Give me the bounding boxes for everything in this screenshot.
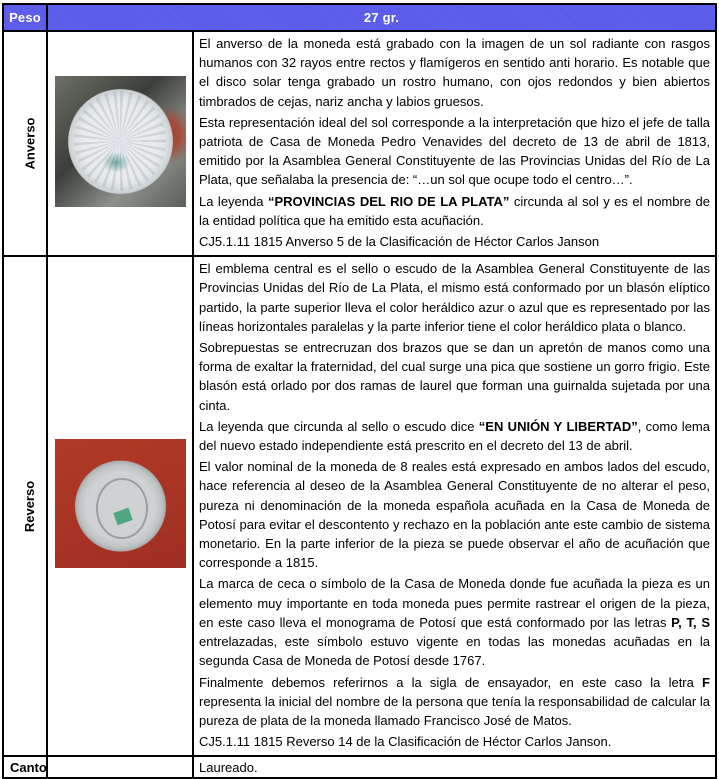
description-paragraph — [199, 338, 710, 415]
header-row — [3, 4, 716, 31]
paragraph-text: circunda al sol y es el nombre de la entidad política que ha emitido esta acuñación. — [199, 193, 710, 228]
anverso-image-cell — [47, 31, 193, 256]
paragraph-text: La leyenda que circunda al sello o escudo dice — [199, 418, 479, 434]
canto-row — [3, 756, 716, 778]
description-paragraph — [199, 457, 710, 572]
canto-empty-cell — [47, 756, 193, 778]
bold-text: P, T, S — [671, 614, 710, 630]
reverso-row — [3, 256, 716, 756]
paragraph-text: Finalmente debemos referirnos a la sigla de ensayador, en este caso la letra — [199, 674, 703, 690]
paragraph-text: , como lema del nuevo estado independiente está prescrito en el decreto del 13 de abril. — [199, 418, 710, 454]
reverso-paragraphs — [199, 259, 710, 751]
description-paragraph — [199, 574, 710, 670]
anverso-row — [3, 31, 716, 256]
paragraph-text: entrelazadas, este símbolo estuvo vigente en todas las monedas acuñadas en la segunda Casa de Moneda de Potosí desde 1767. — [199, 634, 710, 669]
reverso-description — [193, 256, 716, 756]
coin-reverse-image — [55, 439, 186, 568]
anverso-paragraphs — [199, 34, 710, 251]
reverso-label-cell — [3, 256, 47, 756]
canto-value: Laureado. — [193, 756, 716, 778]
coin-description-table — [2, 3, 717, 779]
paragraph-text: Esta representación ideal del sol corresponde a la interpretación que hizo el jefe de talla patriota de Casa de Moneda Pedro Venavides del decreto de 13 de abril de 1813, emitido por la Asamblea General Constituyente de las Provincias Unidas del Río de La Plata, que señalaba la presencia de: “…un sol que ocupe todo el centro…”. — [199, 114, 710, 188]
anverso-description — [193, 31, 716, 256]
paragraph-text: El anverso de la moneda está grabado con la imagen de un sol radiante con rasgos humanos con 32 rayos entre rectos y flamígeros en sentido anti horario. Es notable que el disco solar tenga grabado un rostro humano, con ojos redondos y bien abiertos timbrados de cejas, nariz ancha y labios gruesos. — [199, 36, 710, 109]
paragraph-text: La leyenda — [199, 193, 268, 209]
reverso-image-cell — [47, 256, 193, 756]
reverso-label: Reverso — [22, 480, 38, 532]
description-paragraph — [199, 192, 710, 230]
paragraph-text: Sobrepuestas se entrecruzan dos brazos que se dan un apretón de manos como una forma de exaltar la fraternidad, del cual surge una pica que sostiene un gorro frigio. Este blasón está orlado por dos ramas de laurel que forman una guirnalda sujetada por una cinta. — [199, 340, 710, 413]
paragraph-text: La marca de ceca o símbolo de la Casa de Moneda donde fue acuñada la pieza es un elemento muy importante en toda moneda pues permite rastrear el origen de la pieza, en este caso lleva el monograma de Potosí que está conformado por las letras — [199, 576, 710, 630]
weight-value: 27 gr. — [47, 4, 716, 31]
weight-label: Peso — [3, 4, 47, 31]
canto-label: Canto — [3, 756, 47, 778]
description-paragraph — [199, 34, 710, 111]
description-paragraph — [199, 732, 710, 751]
description-paragraph — [199, 259, 710, 336]
bold-text: “PROVINCIAS DEL RIO DE LA PLATA” — [267, 193, 510, 209]
bold-text: F — [702, 674, 710, 690]
description-paragraph — [199, 417, 710, 455]
description-paragraph — [199, 673, 710, 731]
bold-text: “EN UNIÓN Y LIBERTAD” — [478, 418, 638, 434]
description-paragraph — [199, 113, 710, 190]
description-paragraph — [199, 232, 710, 251]
paragraph-text: El emblema central es el sello o escudo de la Asamblea General Constituyente de las Provincias Unidas del Río de La Plata, el mismo está conformado por un blasón elíptico partido, la parte superior lleva el color heráldico azur o azul que es representado por las líneas horizontales paralelas y la parte inferior tiene el color heráldico plata o blanco. — [199, 261, 710, 334]
anverso-label-cell — [3, 31, 47, 256]
paragraph-text: El valor nominal de la moneda de 8 reales está expresado en ambos lados del escudo, hace referencia al deseo de la Asamblea General Constituyente de no alterar el peso, pureza ni denominación de la moneda española acuñada en la Casa de Moneda de Potosí para evitar el descontento y rechazo en la población ante este cambio de sistema monetario. En la parte inferior de la pieza se puede observar el año de acuñación que corresponde a 1815. — [199, 459, 710, 571]
anverso-label: Anverso — [22, 117, 38, 170]
paragraph-text: representa la inicial del nombre de la persona que tenía la responsabilidad de calcular la pureza de plata de la moneda llamado Francisco José de Matos. — [199, 693, 710, 728]
paragraph-text: CJ5.1.11 1815 Anverso 5 de la Clasificación de Héctor Carlos Janson — [199, 234, 600, 250]
paragraph-text: CJ5.1.11 1815 Reverso 14 de la Clasificación de Héctor Carlos Janson. — [199, 734, 612, 750]
coin-obverse-image — [55, 76, 186, 207]
